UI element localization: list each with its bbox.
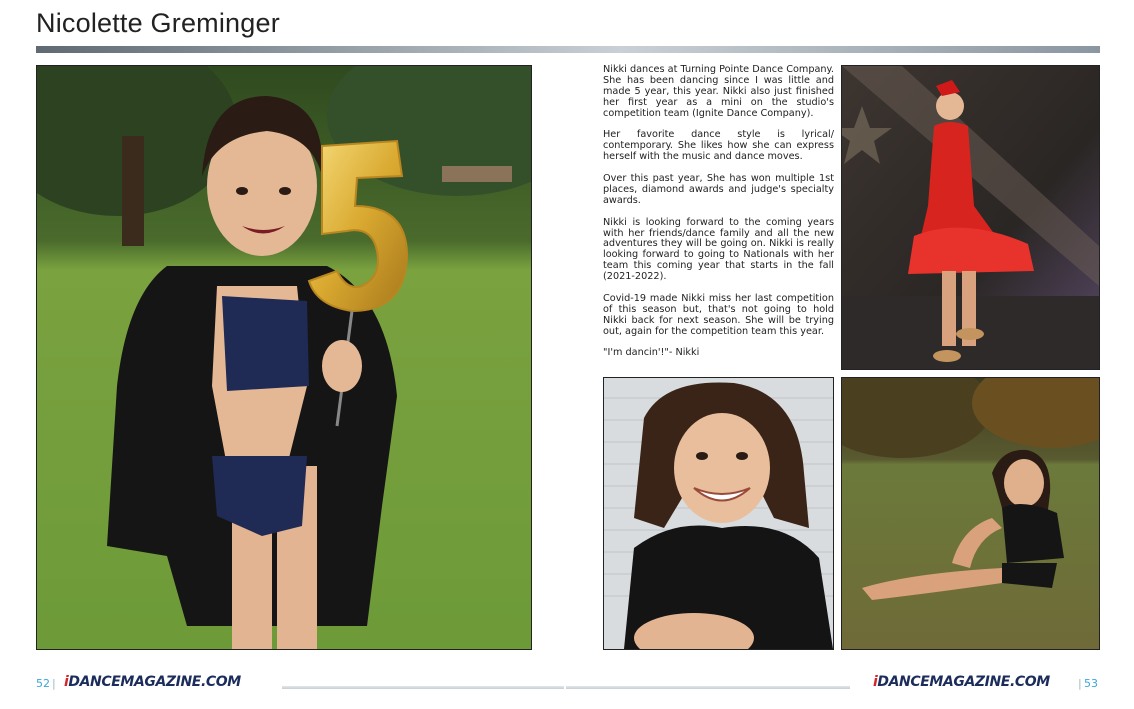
bio-text <box>603 65 834 370</box>
outdoor-photo <box>841 377 1100 650</box>
outdoor-photo-image <box>842 378 1099 649</box>
bio-paragraph: Over this past year, She has won multiple 1st places, diamond awards and judge's specialty awards. <box>603 173 834 206</box>
bio-quote: "I'm dancin'!"- Nikki <box>603 347 700 359</box>
right-page-number: 53 <box>1084 677 1098 690</box>
page-title: Nicolette Greminger <box>36 8 280 38</box>
logo-text: DANCEMAGAZINE.COM <box>877 674 1050 690</box>
bio-paragraph: Her favorite dance style is lyrical/ contemporary. She likes how she can express herself with the music and dance moves. <box>603 129 834 163</box>
left-footer-logo[interactable] <box>64 674 241 690</box>
logo-i: i <box>64 674 69 690</box>
portrait-photo-image <box>604 378 833 649</box>
logo-i: i <box>873 674 878 690</box>
logo-text: DANCEMAGAZINE.COM <box>68 674 241 690</box>
bio-paragraph: Covid-19 made Nikki miss her last competition of this season but, that's not going to hold Nikki back for next season. She will be trying out, again for the competition team this year. <box>603 292 834 337</box>
footer-rule-left <box>282 686 564 689</box>
title-rule <box>36 46 1100 53</box>
portrait-photo <box>603 377 834 650</box>
bio-paragraph: Nikki dances at Turning Pointe Dance Company. She has been dancing since I was little and made 5 year, this year. Nikki also just finished her first year as a mini on the studio's competition team (Ignite Dance Company). <box>603 64 834 119</box>
stage-photo-image <box>842 66 1099 369</box>
main-photo-image <box>37 66 531 649</box>
stage-photo <box>841 65 1100 370</box>
bio-paragraph: Nikki is looking forward to the coming years with her friends/dance family and all the new adventures they will be going on. Nikki is really looking forward to going to Nationals with her team this coming year that starts in the fall (2021-2022). <box>603 216 834 283</box>
right-footer-logo[interactable] <box>873 674 1050 690</box>
left-page-number: 52 <box>36 677 50 690</box>
right-page-divider: | <box>1078 677 1082 690</box>
footer-rule-right <box>566 686 850 689</box>
left-page-divider: | <box>52 677 56 690</box>
main-photo <box>36 65 532 650</box>
